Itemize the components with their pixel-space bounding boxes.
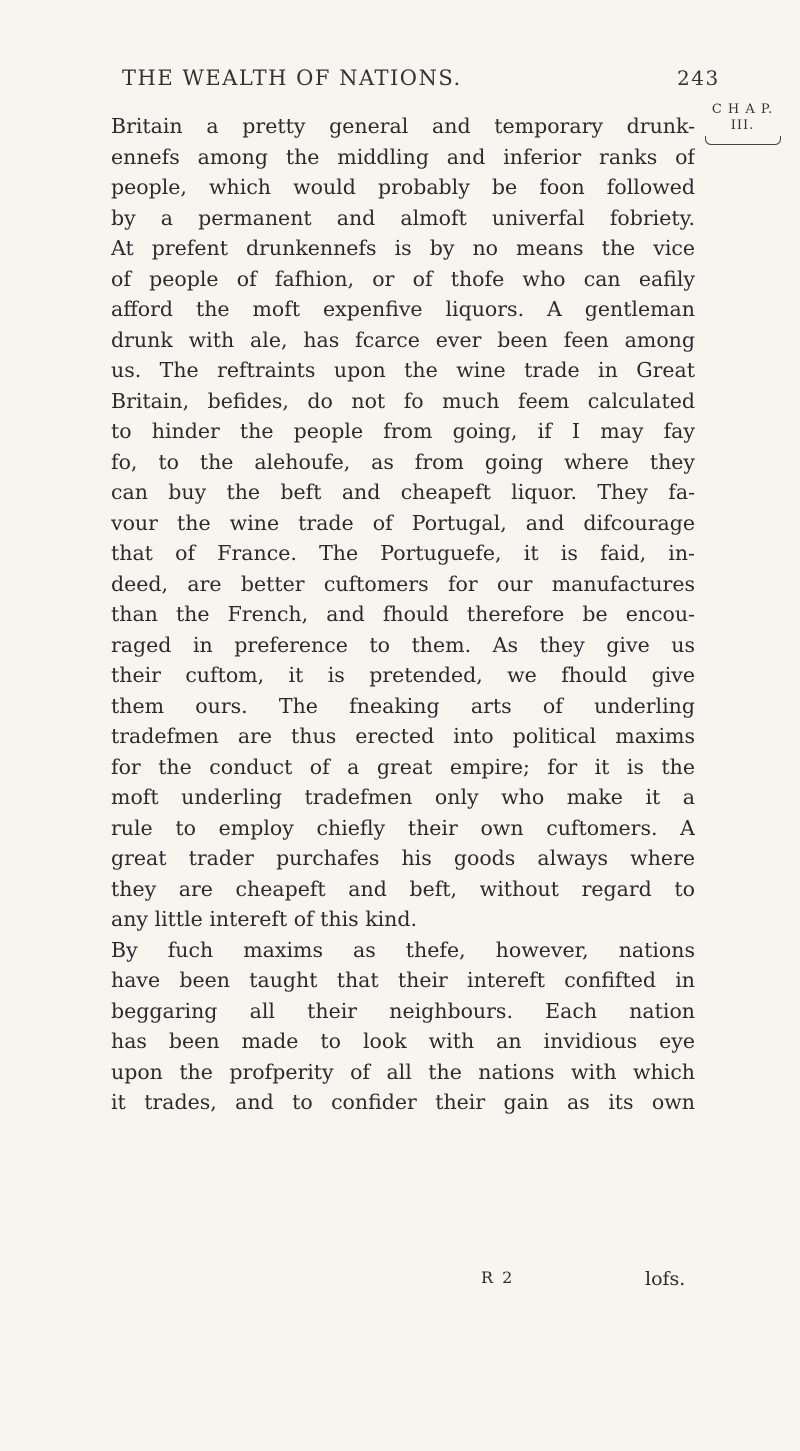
text-line: that of France. The Portuguefe, it is faid, in- xyxy=(111,541,695,565)
text-line: of people of fafhion, or of thofe who can eafily xyxy=(111,266,695,291)
text-line: ennefs among the middling and inferior ranks of xyxy=(111,144,695,169)
text-line: raged in preference to them. As they give us xyxy=(111,632,695,657)
text-line: Britain a pretty general and temporary drunk- xyxy=(111,114,695,138)
text-line: can buy the beft and cheapeft liquor. They fa- xyxy=(111,480,695,504)
text-line: upon the profperity of all the nations with which xyxy=(111,1059,695,1084)
text-line: than the French, and fhould therefore be encou- xyxy=(111,602,695,626)
text-line: to hinder the people from going, if I may fay xyxy=(111,419,695,443)
text-line: moft underling tradefmen only who make it a xyxy=(111,785,695,809)
page-footer xyxy=(111,1268,695,1294)
chapter-label: C H A P. xyxy=(711,102,774,117)
text-line: tradefmen are thus erected into political maxims xyxy=(111,724,695,748)
text-line: beggaring all their neighbours. Each nation xyxy=(111,998,695,1023)
page-number: 243 xyxy=(677,66,720,90)
text-line: by a permanent and almoft univerfal fobriety. xyxy=(111,205,695,230)
text-line: vour the wine trade of Portugal, and difcourage xyxy=(111,510,695,535)
text-line: drunk with ale, has fcarce ever been feen among xyxy=(111,327,695,352)
body-text xyxy=(111,111,695,1118)
text-line: people, which would probably be foon followed xyxy=(111,175,695,199)
text-line: deed, are better cuftomers for our manufactures xyxy=(111,571,695,596)
text-line: have been taught that their intereft confifted in xyxy=(111,968,695,992)
catchword: lofs. xyxy=(645,1268,686,1290)
text-line: fo, to the alehoufe, as from going where they xyxy=(111,449,695,474)
text-line: they are cheapeft and beft, without regard to xyxy=(111,876,695,901)
text-line: rule to employ chiefly their own cuftomers. A xyxy=(111,815,695,840)
brace-ornament xyxy=(705,136,781,145)
text-line: their cuftom, it is pretended, we fhould give xyxy=(111,663,695,687)
signature-mark: R 2 xyxy=(481,1268,515,1287)
text-line: By fuch maxims as thefe, however, nations xyxy=(111,937,695,962)
text-line: At prefent drunkennefs is by no means the vice xyxy=(111,236,695,260)
text-line: them ours. The fneaking arts of underling xyxy=(111,693,695,718)
chapter-marginal-note xyxy=(695,102,790,145)
text-line: any little intereft of this kind. xyxy=(111,907,418,931)
text-line: afford the moft expenfive liquors. A gentleman xyxy=(111,297,695,321)
chapter-number: III. xyxy=(730,118,755,133)
running-title: THE WEALTH OF NATIONS. xyxy=(122,66,462,90)
text-line: has been made to look with an invidious eye xyxy=(111,1029,695,1053)
text-line: it trades, and to confider their gain as its own xyxy=(111,1090,695,1114)
text-line: us. The reftraints upon the wine trade in Great xyxy=(111,358,695,382)
text-line: Britain, befides, do not fo much feem calculated xyxy=(111,388,695,413)
text-line: great trader purchafes his goods always where xyxy=(111,846,695,870)
text-line: for the conduct of a great empire; for it is the xyxy=(111,754,695,779)
